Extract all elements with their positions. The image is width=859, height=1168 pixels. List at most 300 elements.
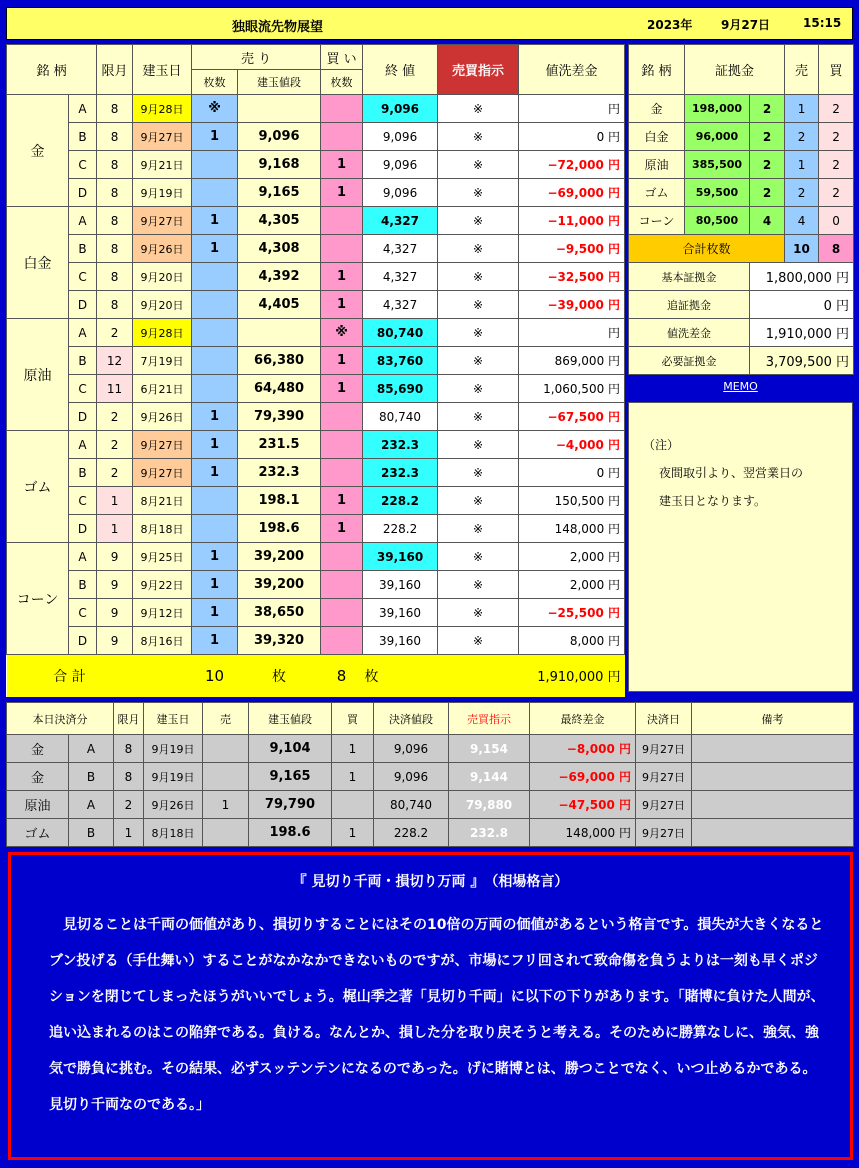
settle-buy: 1	[332, 735, 374, 763]
settle-settle-date: 9月27日	[636, 791, 692, 819]
sell-count: 1	[192, 207, 238, 235]
settle-row	[7, 735, 854, 763]
instruction: ※	[438, 179, 519, 207]
contract-key: B	[69, 347, 97, 375]
settle-col-note: 備考	[692, 703, 854, 735]
settle-instruction: 79,880	[449, 791, 530, 819]
margin-row	[629, 179, 854, 207]
close-price: 9,096	[363, 151, 438, 179]
buy-count	[321, 431, 363, 459]
margin-name: 金	[629, 95, 685, 123]
sell-count: 1	[192, 571, 238, 599]
total-spacer	[133, 655, 192, 697]
margin-summary-row	[629, 319, 854, 347]
entry-price: 39,200	[238, 571, 321, 599]
entry-date: 9月26日	[133, 403, 192, 431]
close-price: 228.2	[363, 487, 438, 515]
mark-to-market: 2,000 円	[519, 571, 625, 599]
total-buy-unit: 枚	[363, 655, 438, 697]
entry-date: 8月18日	[133, 515, 192, 543]
margin-amount: 385,500	[685, 151, 750, 179]
contract-month: 2	[97, 431, 133, 459]
margin-row	[629, 95, 854, 123]
contract-key: B	[69, 123, 97, 151]
entry-price: 9,096	[238, 123, 321, 151]
contract-key: D	[69, 291, 97, 319]
header-date: 9月27日	[721, 18, 771, 32]
contract-month: 8	[97, 151, 133, 179]
entry-price	[238, 95, 321, 123]
margin-count: 4	[750, 207, 785, 235]
margin-row	[629, 123, 854, 151]
col-header-buy: 買 い	[321, 45, 363, 70]
margin-sell: 2	[785, 179, 819, 207]
mark-to-market: 2,000 円	[519, 543, 625, 571]
positions-table	[6, 44, 625, 697]
col-header-count-buy: 枚数	[321, 70, 363, 95]
settle-settle-date: 9月27日	[636, 735, 692, 763]
margin-buy: 2	[819, 123, 854, 151]
contract-key: C	[69, 151, 97, 179]
contract-key: C	[69, 487, 97, 515]
margin-buy: 0	[819, 207, 854, 235]
entry-price: 9,165	[238, 179, 321, 207]
total-sell: 10	[192, 655, 238, 697]
entry-date: 9月28日	[133, 95, 192, 123]
entry-date: 9月27日	[133, 431, 192, 459]
mark-to-market: −25,500 円	[519, 599, 625, 627]
mark-to-market: −11,000 円	[519, 207, 625, 235]
col-header-close: 終 値	[363, 45, 438, 95]
col-header-nearai: 値洗差金	[519, 45, 625, 95]
instruction: ※	[438, 487, 519, 515]
sell-count	[192, 515, 238, 543]
total-sell-unit: 枚	[238, 655, 321, 697]
instruction: ※	[438, 599, 519, 627]
table-row	[7, 375, 625, 403]
margin-buy: 2	[819, 151, 854, 179]
settle-price: 9,096	[374, 735, 449, 763]
buy-count: 1	[321, 179, 363, 207]
buy-count	[321, 207, 363, 235]
close-price: 4,327	[363, 291, 438, 319]
margin-col-sell: 売	[785, 45, 819, 95]
sell-count	[192, 487, 238, 515]
settle-name: 金	[7, 735, 69, 763]
buy-count	[321, 95, 363, 123]
settle-entry-price: 198.6	[249, 819, 332, 847]
header-year: 2023年	[647, 18, 693, 32]
settle-key: A	[69, 735, 114, 763]
contract-key: B	[69, 459, 97, 487]
contract-month: 8	[97, 291, 133, 319]
page-title: 独眼流先物展望	[232, 20, 324, 35]
close-price: 83,760	[363, 347, 438, 375]
entry-price: 198.1	[238, 487, 321, 515]
close-price: 80,740	[363, 403, 438, 431]
buy-count	[321, 459, 363, 487]
instruction: ※	[438, 123, 519, 151]
total-buy: 8	[321, 655, 363, 697]
entry-price: 39,200	[238, 543, 321, 571]
instruction: ※	[438, 207, 519, 235]
close-price: 228.2	[363, 515, 438, 543]
settle-date: 8月18日	[144, 819, 203, 847]
commodity-name: 白金	[7, 207, 69, 319]
instruction: ※	[438, 403, 519, 431]
settle-entry-price: 79,790	[249, 791, 332, 819]
buy-count	[321, 403, 363, 431]
entry-price: 4,405	[238, 291, 321, 319]
mark-to-market: 148,000 円	[519, 515, 625, 543]
instruction: ※	[438, 515, 519, 543]
mark-to-market: −39,000 円	[519, 291, 625, 319]
settle-instruction: 232.8	[449, 819, 530, 847]
settle-entry-price: 9,165	[249, 763, 332, 791]
margin-count: 2	[750, 151, 785, 179]
sell-count	[192, 375, 238, 403]
sell-count: 1	[192, 627, 238, 655]
settle-col-settle-price: 決済値段	[374, 703, 449, 735]
settle-name: 原油	[7, 791, 69, 819]
buy-count: ※	[321, 319, 363, 347]
sell-count	[192, 179, 238, 207]
sell-count	[192, 319, 238, 347]
sell-count	[192, 263, 238, 291]
instruction: ※	[438, 375, 519, 403]
entry-price: 232.3	[238, 459, 321, 487]
summary-label: 追証拠金	[629, 291, 750, 319]
settle-final: −69,000 円	[530, 763, 636, 791]
margin-header	[629, 45, 854, 95]
col-header-meigara: 銘 柄	[7, 45, 97, 95]
mark-to-market: 869,000 円	[519, 347, 625, 375]
settle-note	[692, 763, 854, 791]
margin-total-row	[629, 235, 854, 263]
margin-amount: 59,500	[685, 179, 750, 207]
settle-key: A	[69, 791, 114, 819]
proverb-body: 見切ることは千両の価値があり、損切りすることにはその10倍の万両の価値があるという格言です。損失が大きくなるとブン投げる（手仕舞い）することがなかなかできないものですが、市場にフリ回されて致命傷を負うよりは一刻も早くポジションを閉じてしまったほうがいいでしょう。梶山季之著「見切り千両」に以下の下りがあります。「賭博に負けた人間が、追い込まれるのはこの陥穽である。負ける。なんとか、損した分を取り戻そうと考える。そのために勝算なしに、強気、強気で勝負に挑む。その結果、必ずスッテンテンになるのであった。げに賭博とは、勝つことでなく、いつ止めるかである。見切り千両なのである。」	[49, 917, 825, 1113]
instruction: ※	[438, 319, 519, 347]
entry-price: 231.5	[238, 431, 321, 459]
margin-summary-row	[629, 347, 854, 375]
mark-to-market: −9,500 円	[519, 235, 625, 263]
instruction: ※	[438, 291, 519, 319]
close-price: 39,160	[363, 599, 438, 627]
instruction: ※	[438, 431, 519, 459]
margin-name: コーン	[629, 207, 685, 235]
table-row	[7, 431, 625, 459]
entry-price: 39,320	[238, 627, 321, 655]
settle-col-sell: 売	[203, 703, 249, 735]
margin-summary-row	[629, 263, 854, 291]
contract-key: B	[69, 235, 97, 263]
contract-month: 2	[97, 459, 133, 487]
entry-date: 6月21日	[133, 375, 192, 403]
margin-count: 2	[750, 95, 785, 123]
sell-count: 1	[192, 543, 238, 571]
sell-count: ※	[192, 95, 238, 123]
close-price: 80,740	[363, 319, 438, 347]
commodity-name: 原油	[7, 319, 69, 431]
sell-count: 1	[192, 123, 238, 151]
margin-name: ゴム	[629, 179, 685, 207]
buy-count: 1	[321, 487, 363, 515]
entry-price: 66,380	[238, 347, 321, 375]
proverb-box	[8, 852, 853, 1160]
settle-col-today: 本日決済分	[7, 703, 114, 735]
table-row	[7, 235, 625, 263]
commodity-name: ゴム	[7, 431, 69, 543]
total-amount: 1,910,000 円	[519, 655, 625, 697]
sell-count: 1	[192, 459, 238, 487]
margin-total-sell: 10	[785, 235, 819, 263]
sell-count: 1	[192, 235, 238, 263]
settle-note	[692, 735, 854, 763]
close-price: 39,160	[363, 543, 438, 571]
buy-count	[321, 235, 363, 263]
close-price: 232.3	[363, 431, 438, 459]
col-header-sell: 売 り	[192, 45, 321, 70]
table-row	[7, 487, 625, 515]
entry-date: 9月28日	[133, 319, 192, 347]
margin-table	[628, 44, 854, 375]
contract-month: 8	[97, 123, 133, 151]
col-header-entry-price: 建玉値段	[238, 70, 321, 95]
settle-month: 8	[114, 735, 144, 763]
close-price: 4,327	[363, 235, 438, 263]
settle-date: 9月19日	[144, 735, 203, 763]
margin-total-buy: 8	[819, 235, 854, 263]
contract-key: D	[69, 403, 97, 431]
table-row	[7, 291, 625, 319]
mark-to-market: 円	[519, 95, 625, 123]
mark-to-market: 8,000 円	[519, 627, 625, 655]
sell-count: 1	[192, 431, 238, 459]
contract-month: 8	[97, 207, 133, 235]
memo-line: 夜間取引より、翌営業日の	[659, 466, 804, 480]
margin-total-label: 合計枚数	[629, 235, 785, 263]
header-time: 15:15	[803, 16, 842, 30]
settle-sell	[203, 735, 249, 763]
instruction: ※	[438, 151, 519, 179]
commodity-name: コーン	[7, 543, 69, 655]
instruction: ※	[438, 263, 519, 291]
entry-date: 9月22日	[133, 571, 192, 599]
commodity-name: 金	[7, 95, 69, 207]
contract-month: 8	[97, 263, 133, 291]
contract-key: A	[69, 543, 97, 571]
mark-to-market: −69,000 円	[519, 179, 625, 207]
mark-to-market: 0 円	[519, 123, 625, 151]
entry-price: 38,650	[238, 599, 321, 627]
margin-sell: 1	[785, 95, 819, 123]
close-price: 9,096	[363, 123, 438, 151]
sell-count: 1	[192, 599, 238, 627]
contract-month: 1	[97, 515, 133, 543]
entry-price: 79,390	[238, 403, 321, 431]
settle-month: 2	[114, 791, 144, 819]
settle-name: ゴム	[7, 819, 69, 847]
buy-count: 1	[321, 151, 363, 179]
table-row	[7, 319, 625, 347]
proverb-title: 『 見切り千両・損切り万両 』 （相場格言）	[292, 874, 569, 890]
close-price: 9,096	[363, 179, 438, 207]
instruction: ※	[438, 459, 519, 487]
settle-row	[7, 791, 854, 819]
settle-month: 8	[114, 763, 144, 791]
contract-month: 8	[97, 235, 133, 263]
table-row	[7, 263, 625, 291]
mark-to-market: −4,000 円	[519, 431, 625, 459]
settle-instruction: 9,154	[449, 735, 530, 763]
close-price: 85,690	[363, 375, 438, 403]
entry-date: 9月27日	[133, 459, 192, 487]
buy-count: 1	[321, 347, 363, 375]
settle-price: 9,096	[374, 763, 449, 791]
contract-month: 12	[97, 347, 133, 375]
settle-buy: 1	[332, 763, 374, 791]
buy-count: 1	[321, 263, 363, 291]
settle-buy	[332, 791, 374, 819]
table-row	[7, 179, 625, 207]
settle-instruction: 9,144	[449, 763, 530, 791]
settle-buy: 1	[332, 819, 374, 847]
settle-row	[7, 763, 854, 791]
total-label: 合 計	[7, 655, 133, 697]
col-header-instruction: 売買指示	[438, 45, 519, 95]
sell-count	[192, 291, 238, 319]
summary-label: 必要証拠金	[629, 347, 750, 375]
settle-note	[692, 791, 854, 819]
contract-month: 9	[97, 543, 133, 571]
entry-price: 4,308	[238, 235, 321, 263]
entry-date: 8月16日	[133, 627, 192, 655]
memo-line: （注）	[643, 438, 680, 452]
contract-key: C	[69, 375, 97, 403]
table-row	[7, 95, 625, 123]
margin-sell: 1	[785, 151, 819, 179]
summary-label: 値洗差金	[629, 319, 750, 347]
settle-col-buy: 買	[332, 703, 374, 735]
settle-sell: 1	[203, 791, 249, 819]
contract-month: 9	[97, 571, 133, 599]
entry-date: 9月27日	[133, 207, 192, 235]
memo-link[interactable]: MEMO	[723, 380, 758, 393]
summary-value: 0 円	[750, 291, 854, 319]
col-header-tategyokubi: 建玉日	[133, 45, 192, 95]
contract-month: 2	[97, 403, 133, 431]
entry-date: 9月19日	[133, 179, 192, 207]
summary-label: 基本証拠金	[629, 263, 750, 291]
contract-month: 1	[97, 487, 133, 515]
sell-count	[192, 347, 238, 375]
close-price: 39,160	[363, 571, 438, 599]
contract-key: A	[69, 95, 97, 123]
mark-to-market: 150,500 円	[519, 487, 625, 515]
settle-key: B	[69, 763, 114, 791]
summary-value: 1,910,000 円	[750, 319, 854, 347]
entry-date: 8月21日	[133, 487, 192, 515]
settle-date: 9月19日	[144, 763, 203, 791]
instruction: ※	[438, 571, 519, 599]
contract-month: 8	[97, 95, 133, 123]
total-spacer	[438, 655, 519, 697]
table-row	[7, 207, 625, 235]
table-row	[7, 543, 625, 571]
margin-summary-row	[629, 291, 854, 319]
col-header-gentsuki: 限月	[97, 45, 133, 95]
settle-settle-date: 9月27日	[636, 819, 692, 847]
margin-amount: 80,500	[685, 207, 750, 235]
mark-to-market: −67,500 円	[519, 403, 625, 431]
contract-key: A	[69, 207, 97, 235]
margin-name: 白金	[629, 123, 685, 151]
table-row	[7, 515, 625, 543]
entry-price: 4,392	[238, 263, 321, 291]
settle-col-settle-date: 決済日	[636, 703, 692, 735]
entry-price: 198.6	[238, 515, 321, 543]
entry-date: 7月19日	[133, 347, 192, 375]
margin-col-name: 銘 柄	[629, 45, 685, 95]
settlement-table	[6, 702, 854, 847]
buy-count: 1	[321, 291, 363, 319]
buy-count: 1	[321, 515, 363, 543]
close-price: 9,096	[363, 95, 438, 123]
instruction: ※	[438, 543, 519, 571]
margin-amount: 198,000	[685, 95, 750, 123]
table-row	[7, 571, 625, 599]
contract-key: B	[69, 571, 97, 599]
contract-month: 2	[97, 319, 133, 347]
entry-date: 9月21日	[133, 151, 192, 179]
total-row	[7, 655, 625, 697]
entry-price	[238, 319, 321, 347]
margin-buy: 2	[819, 95, 854, 123]
table-row	[7, 599, 625, 627]
close-price: 4,327	[363, 207, 438, 235]
contract-key: A	[69, 319, 97, 347]
mark-to-market: −32,500 円	[519, 263, 625, 291]
contract-month: 8	[97, 179, 133, 207]
contract-key: D	[69, 515, 97, 543]
table-row	[7, 459, 625, 487]
summary-value: 3,709,500 円	[750, 347, 854, 375]
margin-col-buy: 買	[819, 45, 854, 95]
contract-month: 9	[97, 599, 133, 627]
table-row	[7, 347, 625, 375]
settle-col-final: 最終差金	[530, 703, 636, 735]
settle-sell	[203, 763, 249, 791]
instruction: ※	[438, 235, 519, 263]
contract-key: C	[69, 599, 97, 627]
memo-panel	[628, 402, 853, 692]
buy-count	[321, 571, 363, 599]
settle-col-month: 限月	[114, 703, 144, 735]
sell-count: 1	[192, 403, 238, 431]
buy-count	[321, 123, 363, 151]
mark-to-market: −72,000 円	[519, 151, 625, 179]
settle-row	[7, 819, 854, 847]
entry-date: 9月25日	[133, 543, 192, 571]
buy-count	[321, 627, 363, 655]
margin-sell: 2	[785, 123, 819, 151]
entry-price: 4,305	[238, 207, 321, 235]
buy-count	[321, 543, 363, 571]
contract-month: 9	[97, 627, 133, 655]
settle-final: −8,000 円	[530, 735, 636, 763]
table-row	[7, 123, 625, 151]
